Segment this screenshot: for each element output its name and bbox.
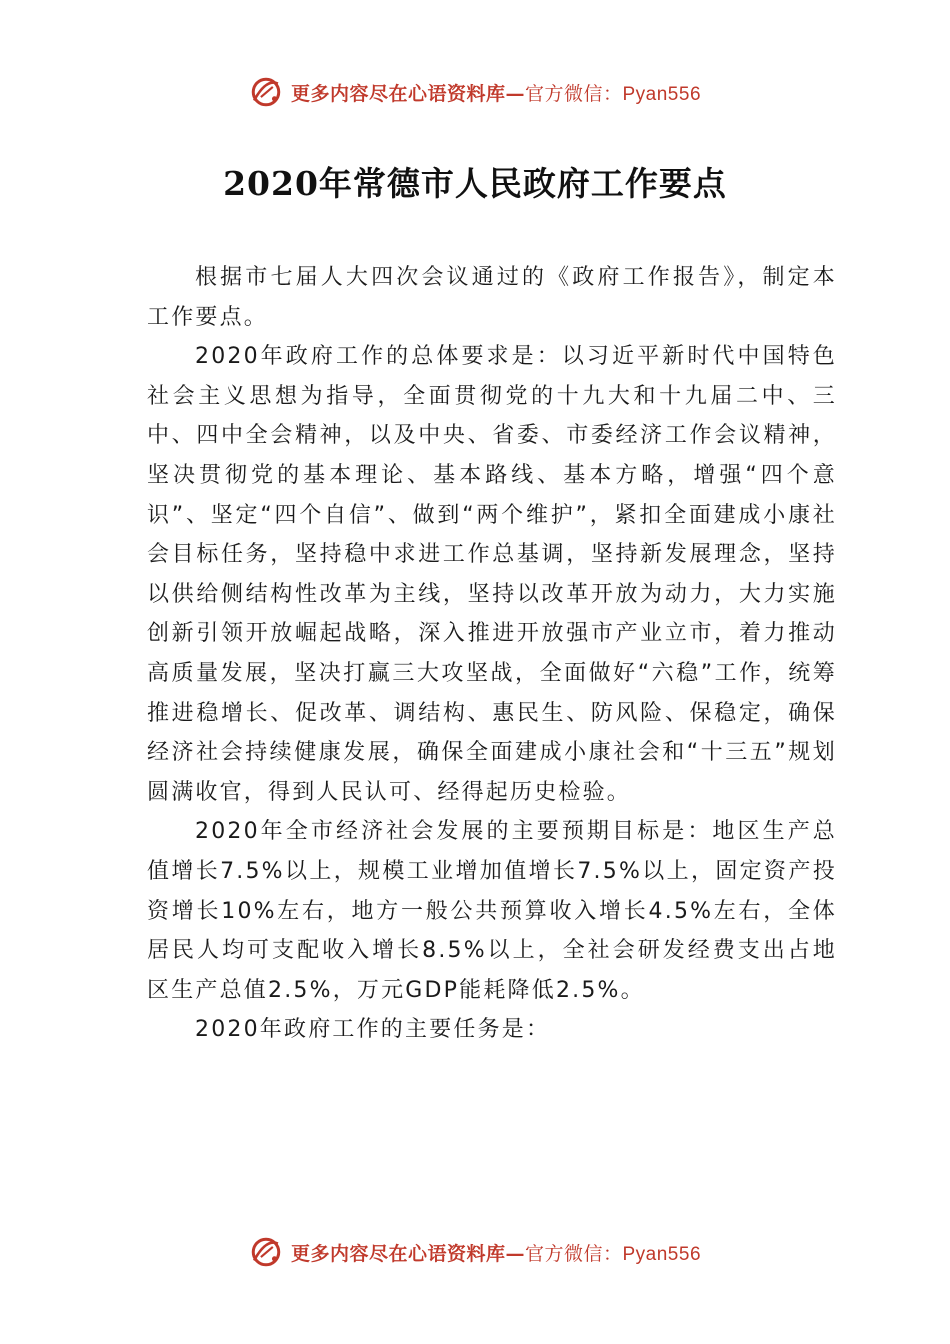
paragraph-intro: 根据市七届人大四次会议通过的《政府工作报告》，制定本工作要点。 [147, 265, 837, 330]
header-banner [0, 72, 950, 112]
banner-wechat: 官方微信：Pyan556 [525, 1243, 702, 1265]
paragraph-targets: 2020年全市经济社会发展的主要预期目标是：地区生产总值增长7.5%以上，规模工业增加值增长7.5%以上，固定资产投资增长10%左右，地方一般公共预算收入增长4.5%左右，全体居民人均可支配收入增长8.5%以上，全社会研发经费支出占地区生产总值2.5%，万元GDP能耗降低2.5%。 [147, 819, 837, 1003]
banner-text: 更多内容尽在心语资料库—官方微信：Pyan556 [290, 82, 702, 105]
page-title: 2020年常德市人民政府工作要点 [223, 164, 727, 203]
banner-wechat: 官方微信：Pyan556 [525, 83, 702, 105]
banner-text: 更多内容尽在心语资料库—官方微信：Pyan556 [290, 1242, 702, 1265]
paragraph-main-tasks: 2020年政府工作的主要任务是： [195, 1017, 551, 1043]
brand-logo-icon [249, 1235, 283, 1269]
paragraph-general-requirements: 2020年政府工作的总体要求是：以习近平新时代中国特色社会主义思想为指导，全面贯彻党的十九大和十九届二中、三中、四中全会精神，以及中央、省委、市委经济工作会议精神，坚决贯彻党的基本理论、基本路线、基本方略，增强“四个意识”、坚定“四个自信”、做到“两个维护”，紧扣全面建成小康社会目标任务，坚持稳中求进工作总基调，坚持新发展理念，坚持以供给侧结构性改革为主线，坚持以改革开放为动力，大力实施创新引领开放崛起战略，深入推进开放强市产业立市，着力推动高质量发展，坚决打赢三大攻坚战，全面做好“六稳”工作，统筹推进稳增长、促改革、调结构、惠民生、防风险、保稳定，确保经济社会持续健康发展，确保全面建成小康社会和“十三五”规划圆满收官，得到人民认可、经得起历史检验。 [147, 344, 837, 805]
footer-banner [0, 1232, 950, 1272]
brand-logo-icon [249, 75, 283, 109]
document-body [147, 258, 837, 1050]
